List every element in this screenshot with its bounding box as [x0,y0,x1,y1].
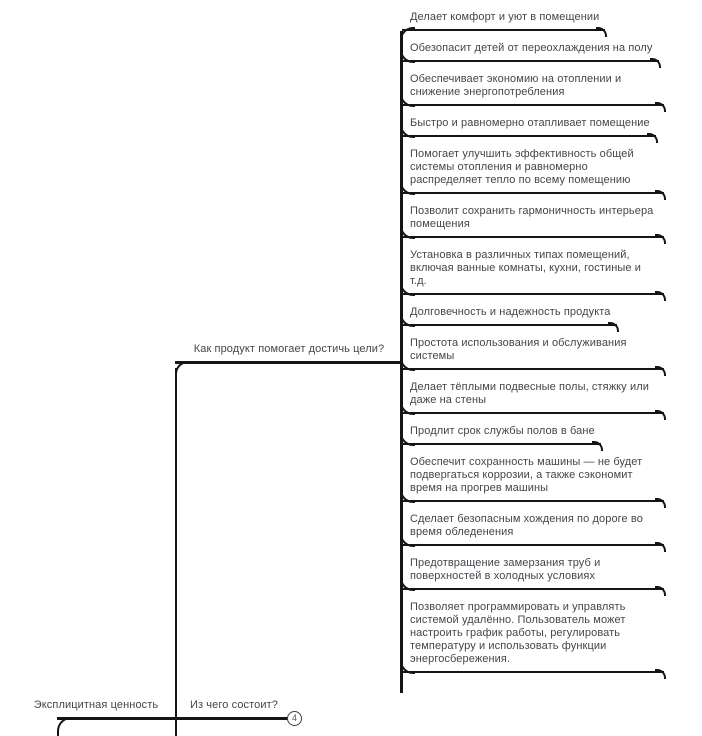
topic-node[interactable] [402,414,601,445]
topic-label: Быстро и равномерно отапливает помещение [410,117,650,129]
topic-label: Делает комфорт и уют в помещении [410,11,600,23]
topic-node[interactable] [402,62,664,106]
topic-label: Продлит срок службы полов в бане [410,425,595,437]
topic-node-how-product-helps[interactable] [176,343,402,356]
topic-node[interactable] [402,445,664,502]
root-corner-connector [57,717,81,736]
topic-label: Делает тёплыми подвесные полы, стяжку или даже на стены [410,381,649,406]
parts-underline-connector [175,717,288,720]
topic-node[interactable] [402,0,605,31]
collapse-count-label: 4 [291,712,297,723]
branch-corner-connector [175,361,194,380]
topic-node[interactable] [402,106,656,137]
root-children-spine-connector [175,368,178,736]
branch-underline-connector [175,361,402,364]
topic-node[interactable] [402,194,664,238]
topic-label: Предотвращение замерзания труб и поверхностей в холодных условиях [410,557,601,582]
topic-label: Как продукт помогает достичь цели? [193,343,385,355]
topic-label: Простота использования и обслуживания системы [410,337,627,362]
topic-label: Из чего состоит? [190,699,278,711]
topic-node[interactable] [402,295,617,326]
topic-node-what-consists-of[interactable] [176,699,292,712]
topic-node[interactable] [402,31,659,62]
topic-node[interactable] [402,502,664,546]
topic-label: Позволяет программировать и управлять системой удалённо. Пользователь может настроить график работы, регулировать температуру и использовать функции энергосбережения. [410,601,626,665]
topic-node[interactable] [402,590,664,673]
topic-label: Обезопасит детей от переохлаждения на полу [410,42,653,54]
topic-label: Долговечность и надежность продукта [410,306,611,318]
topic-label: Обеспечит сохранность машины — не будет подвергаться коррозии, а также сэкономит время на прогрев машины [410,456,643,494]
topic-label: Обеспечивает экономию на отоплении и снижение энергопотребления [410,73,622,98]
children-group [402,0,664,673]
topic-node[interactable] [402,546,664,590]
topic-label: Позволит сохранить гармоничность интерьера помещения [410,205,654,230]
topic-label: Сделает безопасным хождения по дороге во время обледенения [410,513,643,538]
topic-label: Помогает улучшить эффективность общей системы отопления и равномерно распределяет тепло по всему помещению [410,148,634,186]
collapse-badge[interactable] [287,711,302,726]
topic-node[interactable] [402,137,664,194]
topic-label: Установка в различных типах помещений, включая ванные комнаты, кухни, гостиные и т.д. [410,249,641,287]
topic-node[interactable] [402,370,664,414]
topic-node-explicit-value[interactable] [25,699,167,712]
topic-node[interactable] [402,238,664,295]
topic-node[interactable] [402,326,664,370]
topic-label: Эксплицитная ценность [33,699,159,711]
